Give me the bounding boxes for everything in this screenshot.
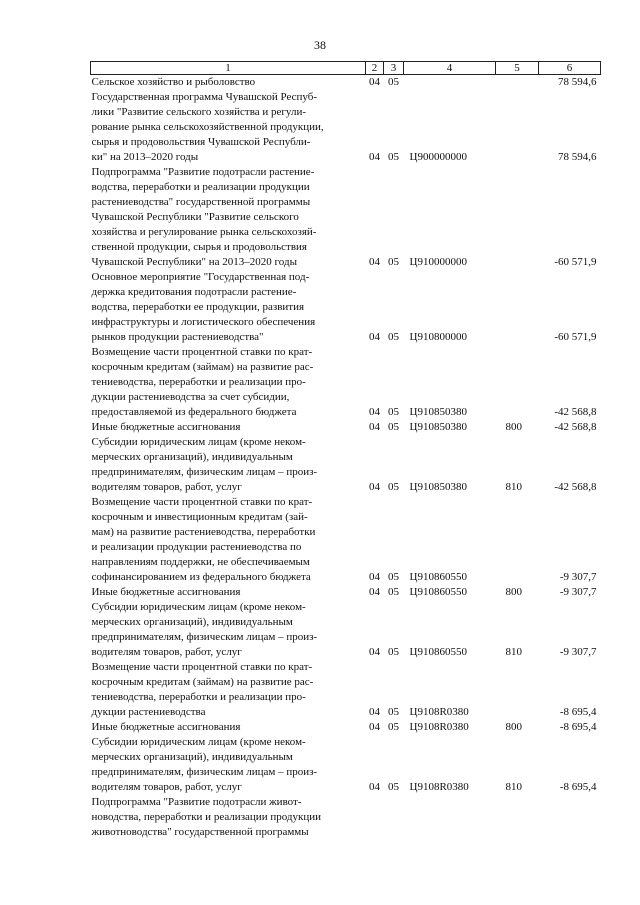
expense-type-code: [496, 270, 539, 345]
row-description: [91, 585, 366, 600]
amount: -9 307,7: [559, 586, 597, 598]
description-line: направлениям поддержки, не обеспечиваемым: [91, 556, 310, 568]
amount: -42 568,8: [554, 421, 597, 433]
expense-type-code: 810: [505, 481, 522, 493]
subsection-code: 05: [388, 256, 399, 268]
description-line: ственной продукции, сырья и продовольствия: [91, 241, 307, 253]
section-code: [366, 795, 384, 840]
column-header-1: 1: [91, 62, 366, 75]
section-code: 04: [369, 76, 380, 88]
description-line: Подпрограмма "Развитие подотрасли растение-: [91, 166, 315, 178]
row-description: [91, 90, 366, 165]
section-code: 04: [369, 481, 380, 493]
subsection-code: 05: [388, 76, 399, 88]
subsection-code: 05: [388, 571, 399, 583]
description-line: водства, переработки ее продукции, развития: [91, 301, 305, 313]
subsection-code: 05: [388, 331, 399, 343]
table-row: [91, 585, 601, 600]
target-article-code: Ц910850380: [409, 406, 467, 418]
table-row: [91, 720, 601, 735]
description-line: Субсидии юридическим лицам (кроме неком-: [91, 736, 306, 748]
target-article-code: Ц910800000: [409, 331, 467, 343]
subsection-code: 05: [388, 781, 399, 793]
target-article-code: Ц900000000: [409, 151, 467, 163]
amount: -9 307,7: [559, 646, 597, 658]
description-line: водителям товаров, работ, услуг: [91, 646, 242, 658]
description-line: Субсидии юридическим лицам (кроме неком-: [91, 601, 306, 613]
row-description: [91, 165, 366, 270]
row-description: [91, 795, 366, 840]
subsection-code: 05: [388, 406, 399, 418]
row-description: [91, 75, 366, 91]
row-description: [91, 420, 366, 435]
expense-type-code: [496, 495, 539, 585]
section-code: 04: [369, 721, 380, 733]
expense-type-code: 810: [505, 781, 522, 793]
row-description: [91, 720, 366, 735]
description-line: Возмещение части процентной ставки по крат-: [91, 496, 313, 508]
description-line: Субсидии юридическим лицам (кроме неком-: [91, 436, 306, 448]
subsection-code: 05: [388, 151, 399, 163]
description-line: лики "Развитие сельского хозяйства и регули-: [91, 106, 306, 118]
amount: -8 695,4: [559, 721, 597, 733]
description-line: дукции растениеводства: [91, 706, 206, 718]
row-description: [91, 345, 366, 420]
table-row: [91, 420, 601, 435]
target-article-code: Ц9108R0380: [409, 706, 469, 718]
table-row: [91, 660, 601, 720]
description-line: Чувашской Республики "Развитие сельского: [91, 211, 299, 223]
amount: [539, 795, 601, 840]
description-line: водителям товаров, работ, услуг: [91, 481, 242, 493]
section-code: 04: [369, 256, 380, 268]
description-line: предоставляемой из федерального бюджета: [91, 406, 297, 418]
table-body: [91, 75, 601, 841]
expense-type-code: [496, 795, 539, 840]
description-line: Основное мероприятие "Государственная под-: [91, 271, 310, 283]
description-line: Иные бюджетные ассигнования: [91, 586, 241, 598]
description-line: Государственная программа Чувашской Респуб-: [91, 91, 317, 103]
row-description: [91, 270, 366, 345]
target-article-code: Ц910860550: [409, 571, 467, 583]
description-line: держка кредитования подотрасли растение-: [91, 286, 297, 298]
description-line: ки" на 2013–2020 годы: [91, 151, 199, 163]
expense-type-code: 800: [505, 421, 522, 433]
expense-type-code: [496, 660, 539, 720]
description-line: и реализации продукции растениеводства по: [91, 541, 302, 553]
target-article-code: Ц910860550: [409, 586, 467, 598]
subsection-code: 05: [388, 706, 399, 718]
amount: 78 594,6: [558, 151, 597, 163]
description-line: животноводства" государственной программы: [91, 826, 309, 838]
description-line: Иные бюджетные ассигнования: [91, 721, 241, 733]
page-number: 38: [314, 38, 326, 52]
section-code: 04: [369, 421, 380, 433]
description-line: предпринимателям, физическим лицам – произ-: [91, 466, 318, 478]
description-line: Возмещение части процентной ставки по крат-: [91, 346, 313, 358]
amount: -60 571,9: [554, 331, 597, 343]
description-line: косрочным кредитам (займам) на развитие рас-: [91, 361, 314, 373]
description-line: водства, переработки и реализации продукции: [91, 181, 310, 193]
table-row: [91, 90, 601, 165]
section-code: 04: [369, 151, 380, 163]
target-article-code: Ц9108R0380: [409, 721, 469, 733]
description-line: софинансированием из федерального бюджета: [91, 571, 311, 583]
description-line: тениеводства, переработки и реализации про-: [91, 376, 306, 388]
description-line: мерческих организаций), индивидуальным: [91, 751, 293, 763]
description-line: тениеводства, переработки и реализации про-: [91, 691, 306, 703]
row-description: [91, 660, 366, 720]
column-header-5: 5: [496, 62, 539, 75]
column-header-3: 3: [384, 62, 404, 75]
amount: -42 568,8: [554, 481, 597, 493]
table-row: [91, 735, 601, 795]
subsection-code: [384, 795, 404, 840]
description-line: водителям товаров, работ, услуг: [91, 781, 242, 793]
budget-table: [90, 61, 601, 840]
subsection-code: 05: [388, 481, 399, 493]
column-header-6: 6: [539, 62, 601, 75]
table-row: [91, 435, 601, 495]
section-code: 04: [369, 586, 380, 598]
subsection-code: 05: [388, 721, 399, 733]
table-row: [91, 495, 601, 585]
table-row: [91, 270, 601, 345]
section-code: 04: [369, 406, 380, 418]
target-article-code: Ц910850380: [409, 481, 467, 493]
description-line: сырья и продовольствия Чувашской Республи-: [91, 136, 311, 148]
description-line: Возмещение части процентной ставки по крат-: [91, 661, 313, 673]
subsection-code: 05: [388, 646, 399, 658]
column-header-2: 2: [366, 62, 384, 75]
table-row: [91, 75, 601, 91]
section-code: 04: [369, 646, 380, 658]
target-article-code: Ц910850380: [409, 421, 467, 433]
expense-type-code: 800: [505, 586, 522, 598]
expense-type-code: 800: [505, 721, 522, 733]
description-line: инфраструктуры и логистического обеспечения: [91, 316, 316, 328]
subsection-code: 05: [388, 421, 399, 433]
row-description: [91, 600, 366, 660]
amount: -9 307,7: [559, 571, 597, 583]
description-line: Сельское хозяйство и рыболовство: [91, 76, 256, 88]
description-line: Чувашской Республики" на 2013–2020 годы: [91, 256, 297, 268]
description-line: предпринимателям, физическим лицам – произ-: [91, 766, 318, 778]
table-row: [91, 600, 601, 660]
description-line: рынков продукции растениеводства": [91, 331, 264, 343]
table-row: [91, 345, 601, 420]
amount: 78 594,6: [558, 76, 597, 88]
expense-type-code: 810: [505, 646, 522, 658]
description-line: косрочным кредитам (займам) на развитие рас-: [91, 676, 314, 688]
table-row: [91, 165, 601, 270]
section-code: 04: [369, 706, 380, 718]
target-article-code: Ц910860550: [409, 646, 467, 658]
target-article-code: [404, 75, 496, 91]
amount: -8 695,4: [559, 781, 597, 793]
target-article-code: [404, 795, 496, 840]
description-line: рование рынка сельскохозяйственной продукции,: [91, 121, 324, 133]
row-description: [91, 735, 366, 795]
amount: -8 695,4: [559, 706, 597, 718]
description-line: новодства, переработки и реализации продукции: [91, 811, 321, 823]
target-article-code: Ц9108R0380: [409, 781, 469, 793]
description-line: хозяйства и регулирование рынка сельскохозяй-: [91, 226, 317, 238]
description-line: мерческих организаций), индивидуальным: [91, 451, 293, 463]
description-line: Подпрограмма "Развитие подотрасли живот-: [91, 796, 302, 808]
expense-type-code: [496, 90, 539, 165]
row-description: [91, 495, 366, 585]
section-code: 04: [369, 331, 380, 343]
expense-type-code: [496, 345, 539, 420]
description-line: растениеводства" государственной программы: [91, 196, 311, 208]
row-description: [91, 435, 366, 495]
expense-type-code: [496, 75, 539, 91]
description-line: предпринимателям, физическим лицам – произ-: [91, 631, 318, 643]
table-header-row: [91, 62, 601, 75]
description-line: косрочным и инвестиционным кредитам (зай-: [91, 511, 308, 523]
section-code: 04: [369, 571, 380, 583]
expense-type-code: [496, 165, 539, 270]
description-line: мам) на развитие растениеводства, переработки: [91, 526, 316, 538]
description-line: мерческих организаций), индивидуальным: [91, 616, 293, 628]
target-article-code: Ц910000000: [409, 256, 467, 268]
section-code: 04: [369, 781, 380, 793]
description-line: дукции растениеводства за счет субсидии,: [91, 391, 290, 403]
amount: -60 571,9: [554, 256, 597, 268]
amount: -42 568,8: [554, 406, 597, 418]
subsection-code: 05: [388, 586, 399, 598]
column-header-4: 4: [404, 62, 496, 75]
description-line: Иные бюджетные ассигнования: [91, 421, 241, 433]
table-row: [91, 795, 601, 840]
